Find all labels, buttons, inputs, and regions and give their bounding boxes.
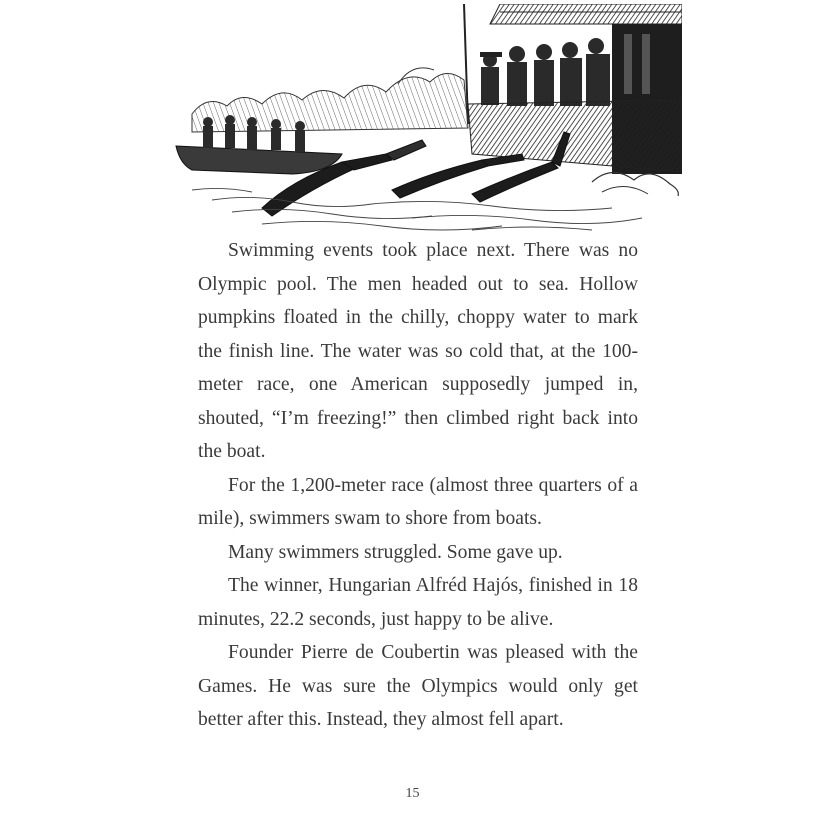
paragraph: For the 1,200-meter race (almost three quarters of a mile), swimmers swam to shore from boats. (198, 474, 638, 529)
paragraph: Swimming events took place next. There was no Olympic pool. The men headed out to sea. Hollow pumpkins floated in the chilly, choppy water to mark the finish line. The water was so cold that, at the 100-meter race, one American supposedly jumped in, shouted, “I’m freezing!” then climbed right back into the boat. (198, 240, 638, 462)
page-number: 15 (405, 786, 420, 801)
body-text (198, 234, 638, 737)
paragraph: Founder Pierre de Coubertin was pleased with the Games. He was sure the Olympics would only get better after this. Instead, they almost fell apart. (198, 642, 638, 730)
swimmers-diving-illustration (172, 4, 682, 236)
paragraph: Many swimmers struggled. Some gave up. (228, 541, 563, 563)
paragraph: The winner, Hungarian Alfréd Hajós, finished in 18 minutes, 22.2 seconds, just happy to be alive. (198, 575, 638, 630)
